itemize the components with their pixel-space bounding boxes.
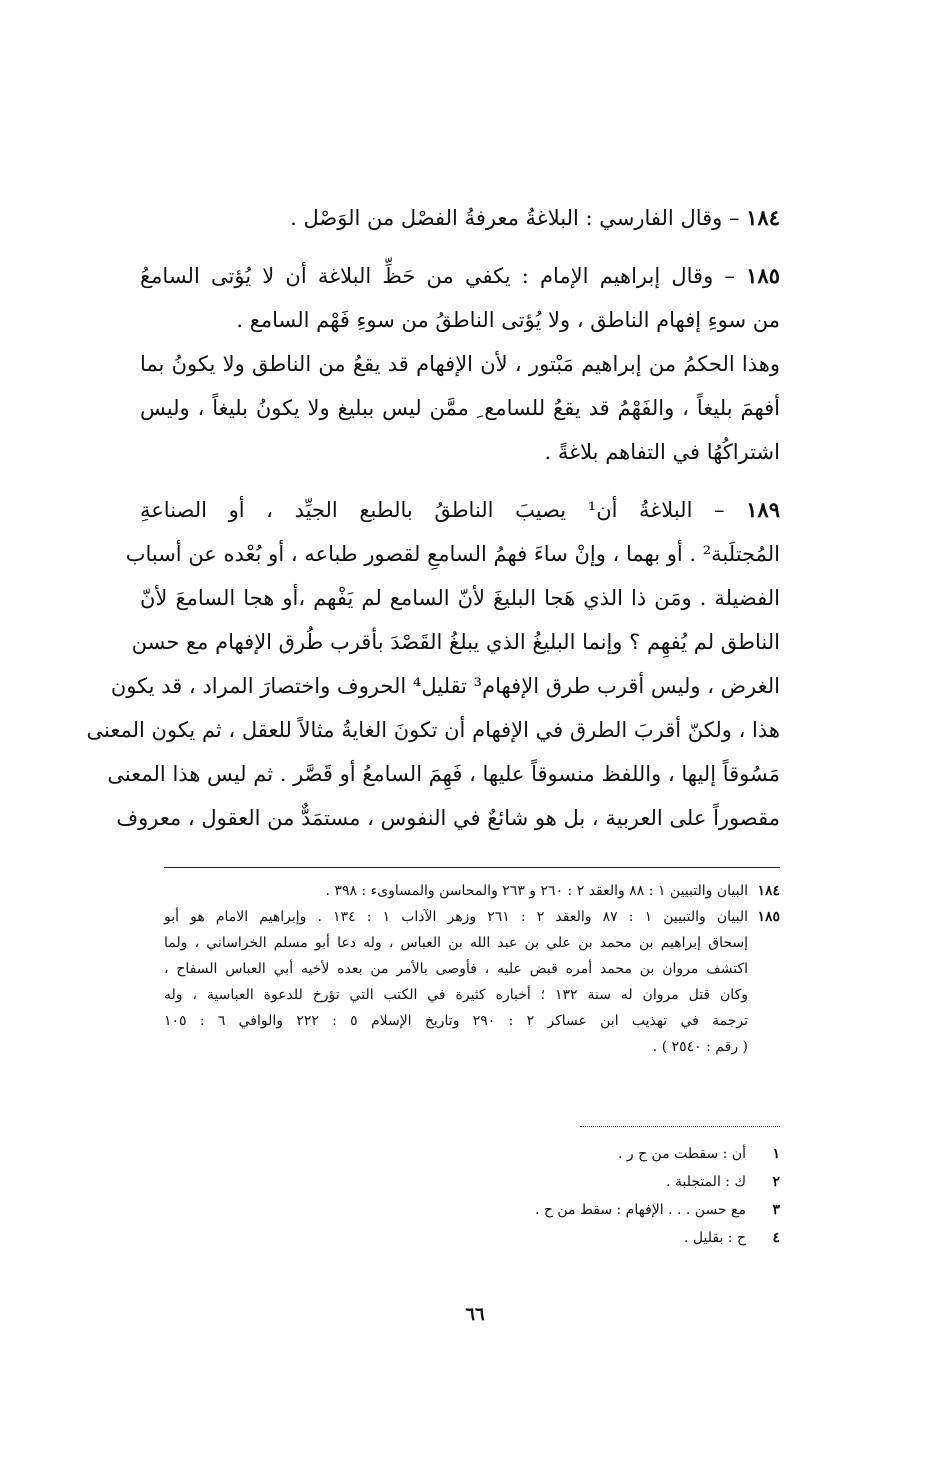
entry-text: – وقال الفارسي : البلاغةُ معرفةُ الفصْل من الوَصْل . (290, 206, 740, 230)
entry-number: ١٨٥ (746, 263, 780, 288)
variant-text: ك : المتجلبة . (666, 1174, 746, 1190)
entry-number: ١٨٤ (746, 205, 780, 230)
text-line: الناطق لم يُفهِم ؟ وإنما البليغُ الذي يبلغُ القَصْدَ بأقرب طُرق الإفهام مع حسن (131, 630, 780, 654)
variant-text: مع حسن . . . الإفهام : سقط من ح . (534, 1202, 746, 1218)
text-line: مَسُوقاً إليها ، واللفظ منسوقاً عليها ، فَهِمَ السامعُ أو قَصَّر . ثم ليس هذا المعنى (107, 762, 780, 786)
paragraph-gap (140, 474, 780, 488)
footnote-line: اكتشف مروان بن محمد أمره قبض عليه ، فأوصى بالأمر من بعده لأخيه أبي العباس السفاح ، (164, 961, 748, 977)
textual-variants (535, 1140, 780, 1252)
text-line: هذا ، ولكنّ أقربَ الطرق في الإفهام أن تكونَ الغايةُ مثالاً للعقل ، ثم يكون المعنى (86, 718, 780, 742)
footnote-separator (164, 867, 780, 868)
footnote-line: وكان قتل مروان له سنة ١٣٢ ؛ أخباره كثيرة في الكتب التي تؤرخ للدعوة العباسية ، وله (164, 987, 748, 1003)
entry-189 (86, 488, 780, 840)
variant-number: ٤ (772, 1230, 780, 1246)
footnote-line: ترجمة في تهذيب ابن عساكر ٢ : ٢٩٠ وتاريخ الإسلام ٥ : ٢٢٢ والوافي ٦ : ١٠٥ (164, 1013, 748, 1029)
paragraph-gap (140, 240, 780, 254)
main-text (86, 196, 780, 840)
text-line: وهذا الحكمُ من إبراهيم مَبْتور ، لأن الإفهام قد يقعُ من الناطق ولا يكونُ بما (140, 352, 780, 376)
variant-number: ١ (772, 1146, 780, 1162)
entry-184 (140, 196, 780, 240)
footnote-184 (164, 878, 780, 904)
footnotes (164, 878, 780, 1060)
text-line: من سوءِ إفهام الناطق ، ولا يُؤتى الناطقُ من سوءِ فَهْم السامع . (236, 308, 780, 332)
variants-separator (580, 1126, 780, 1127)
text-line: الفضيلة . ومَن ذا الذي هَجا البليغَ لأنّ السامع لم يَفْهم ،أو هجا السامعَ لأنّ (140, 586, 780, 610)
variant-number: ٣ (772, 1202, 780, 1218)
footnote-number: ١٨٤ (757, 883, 780, 899)
footnote-text: البيان والتبيين ١ : ٨٨ والعقد ٢ : ٢٦٠ و ٢٦٣ والمحاسن والمساوىء : ٣٩٨ . (325, 883, 748, 899)
text-line: اشتراكُهُا في التفاهم بلاغةً . (544, 440, 780, 464)
text-line: الغرض ، وليس أقرب طرق الإفهام³ تقليل⁴ الحروف واختصارَ المراد ، قد يكون (110, 674, 780, 698)
variant-number: ٢ (772, 1174, 780, 1190)
variant-note (535, 1224, 780, 1252)
footnote-text: البيان والتبيين ١ : ٨٧ والعقد ٢ : ٢٦١ وزهر الآداب ١ : ١٣٤ . وإبراهيم الامام هو أبو (164, 909, 749, 925)
footnote-185 (164, 904, 780, 1060)
variant-text: ح : بقليل . (684, 1230, 746, 1246)
footnote-line: ( رقم : ٢٥٤٠ ) . (652, 1039, 748, 1055)
variant-text: أن : سقطت من ح ر . (617, 1146, 746, 1162)
entry-text: – وقال إبراهيم الإمام : يكفي من حَظِّ البلاغة أن لا يُؤتى السامعُ (140, 264, 735, 288)
text-line: المُجتلَبة² . أو بهما ، وإنْ ساءَ فهمُ السامعِ لقصور طباعه ، أو بُعْده عن أسباب (125, 542, 780, 566)
footnote-line: إسحاق إبراهيم بن محمد بن علي بن عبد الله بن العباس ، وله دعا أبو مسلم الخراساني ، ولما (164, 935, 748, 951)
page-number: ٦٦ (465, 1304, 485, 1325)
variant-note (535, 1196, 780, 1224)
text-line: أفهمَ بليغاً ، والفَهْمُ قد يقعُ للسامع ِ ممَّن ليس ببليغ ولا يكونُ بليغاً ، وليس (140, 396, 780, 420)
variant-note (535, 1140, 780, 1168)
entry-number: ١٨٩ (746, 497, 780, 522)
entry-185 (140, 254, 780, 474)
entry-text: – البلاغةُ أن¹ يصيبَ الناطقُ بالطبع الجيِّد ، أو الصناعةِ (140, 498, 725, 522)
text-line (140, 488, 780, 532)
text-line: مقصوراً على العربية ، بل هو شائعٌ في النفوس ، مستمَدٌّ من العقول ، معروف (116, 806, 780, 830)
variant-note (535, 1168, 780, 1196)
footnote-line (164, 904, 780, 930)
text-line (140, 254, 780, 298)
footnote-number: ١٨٥ (757, 909, 781, 925)
